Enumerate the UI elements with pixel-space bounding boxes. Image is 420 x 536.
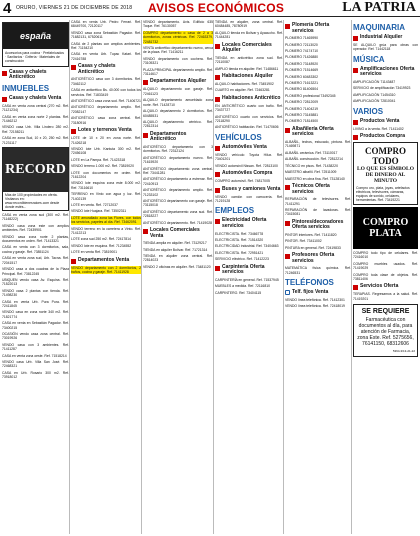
anticretico-heading: Casas y chalets Anticrético [2,70,69,81]
column-divider [69,20,70,534]
automoviles-venta-heading: Automóviles Venta [215,145,283,151]
classified-ad: VENDO casa 2 plantas con tienda. Ref. 71498230 [2,288,69,298]
classified-ad: TERAPIAS. Regresamos a la salud. Ref. 71419201 [353,292,418,301]
classified-ad: ALBAÑIL construcción. Ref. 72812214 [285,157,343,162]
masthead: LA PATRIA [342,0,416,15]
casas-venta-heading: Casas y chalets Venta [2,96,69,102]
classified-ad: ALQUILO habitaciones. Ref. 73451902 [215,82,274,87]
espana-ad [2,22,69,67]
column-1 [2,20,69,534]
page-number: 4 [3,0,12,17]
departamentos-venta-heading: Departamentos Venta [71,258,141,264]
classified-ad: PLOMERO 71514669 [285,68,318,73]
dateline: ORURO, VIERNES 21 DE DICIEMBRE DE 2018 [16,5,133,11]
telf-fijos-heading: Telf. fijos Venta [285,290,351,296]
classified-ad: UBIQUEN vendo casa Av. Esquina. Ref. 71522013 [2,277,69,287]
column-divider [283,20,284,534]
se-requiere-heading: SE REQUIERE [361,308,410,316]
classified-ad: VENDO lote Urb. Kantuta 300 m2. Ref. 72456108 [71,146,141,156]
classified-ad: CASA en venta Urb. Pedro Ferrari. Ref. 68449700, 72120117 [71,20,141,29]
classified-ad: COMPRO automóvil. Ref. 74817005 [215,179,270,184]
compro-subheadline: LO QUE ES SÍMBOLO DE DINERO AL MINUTO [356,166,414,185]
departamentos-alquiler-heading: Departamentos Alquiler [143,79,213,85]
classified-ad: ELECTRICIDAD industrial. Ref. 73404663 [215,244,279,249]
classified-ad: ANTICRÉTICO casa con 3 dormitorios. Ref. 73462112 [71,77,141,86]
classified-ad: ANTICRÉTICO habitación. Ref. 71470606 [215,125,279,130]
classified-ad: CASA en zona Sud, 10 x 20, 250 m2. Ref. 71231117 [2,136,69,145]
classified-ad: VENDO casa Urb. Villa Lindero 280 m2. Ref. 72158211 [2,125,69,134]
classified-ad: ANTICRÉTICO departamento zona central. Ref. 73441281 [143,166,213,175]
classified-ad: ANTICRÉTICO departamento con garaje. Ref. 73115018 [143,198,213,208]
classified-ad: ALBAÑIL, techos, estucado, pintura. Ref. 71469871 [285,140,351,149]
compro-headline: COMPRO TODO [365,146,406,167]
telefonos-category: TELÉFONOS [285,278,334,288]
classified-ad: SE ALQUILO grúa para obras con operador. Ref. 71442118 [353,43,418,52]
classified-ad: PLOMERO 74174710 [285,49,318,53]
classified-ad: LIVING a la venta. Ref. 71411402 [353,126,404,131]
highlighted-ad: LOTE amurallado zona las Flores, con todos los servicios, papeles al día. Ref. 73462091 [71,215,141,225]
electricidad-heading: Electricidad Oferta servicios [215,218,283,229]
column-4 [215,20,283,534]
classified-ad: PLOMERO 81406504 [285,87,318,92]
espana-blurb: Accesorios para cocina · Prefabricados · Sanitarios · Grifería · Materiales de construcción [5,51,64,64]
classified-ad: PLOMERO profesional 73492345 [285,93,336,98]
buses-camiones-heading: Buses y camiones Venta [215,187,283,193]
classified-ad: VENDO departamento. Avis. Edificio 635 Toque. Ref. 76130057 [143,20,213,29]
classified-ad: CARPINTERO. Ref. 73404115 [215,290,262,295]
classified-ad: AMPLIFICACIÓN 71454310 [353,92,396,97]
maquinaria-category: MAQUINARIA [353,23,405,32]
compro-plata-ad: COMPRO PLATA [353,207,418,249]
classified-ad: VENDO departamento con cochera. Ref. 73105321 [143,56,213,66]
classified-ad: ANTICRÉTICO departamento con 3 dormitorios. Ref. 72312124 [143,144,213,154]
classified-ad: CASA en venta zona sud, Urb. Tacna. Ref. 72041517 [2,256,69,265]
classified-ad: ANTICRÉTICO departamento zona sud. Ref. 72818227 [143,209,213,219]
classified-ad: MAESTRO albañil. Ref. 72511009 [285,170,337,175]
classified-ad: VENDO casa a dos cuadras de la Plaza Principal. Ref. 73812245 [2,267,69,276]
column-5 [285,20,351,534]
classified-ad: AMPLIFICACIÓN 71143487 [353,80,396,84]
automoviles-compra-heading: Automóviles Compra [215,171,283,177]
classified-ad: TIENDA amplia en alquiler. Ref. 73129217 [143,241,207,246]
highlighted-ad: COMPRO departamento o casa de 2 a 3 dormitorios, zonas céntricas. Ref. 72463379, 72481732 [143,30,213,44]
classified-ad: LOTE en venta Ref. 73819001 [71,250,117,255]
record-blurb: Más de 100 propiedades en oferta. Visítanos en: www.recordbienesraices.com desde donde estés... [5,193,60,210]
classified-ad: PLOMERO 72113020 [285,42,318,47]
classified-ad: PINTOR interiores. Ref. 71411820 [285,232,337,237]
column-divider [213,20,214,534]
page-header [0,0,420,17]
classified-ad: PLOMERO 73145881 [285,113,318,118]
classified-ad: ANTICRÉTICO departamento. Ref. 71419028 [143,220,212,225]
servicios-heading: Servicios Oferta [353,284,418,290]
classified-ad: VENDO línea telefónica. Ref. 72418019 [285,304,345,309]
classified-ad: ELECTRICISTA. Ref. 72951421 [215,250,264,255]
classified-ad: TIENDA en alquiler, zona central. Ref. 60484485, 78780919 [215,20,283,29]
classified-ad: MATEMÁTICA física química. Ref. 71246531 [285,266,351,275]
classified-ad: EN ANTICRÉTICO cuarto con baño. Ref. 73437727 [215,103,283,113]
classified-ad: LOTE zona sud 250 m2. Ref. 72417814 [71,237,131,242]
classified-ad: COMPRO muebles usados. Ref. 71419029 [353,261,418,271]
musica-category: MÚSICA [353,54,385,64]
classified-ad: PLOMERO 71613221 [285,81,318,86]
productos-compra-heading: Productos Compra [353,134,418,140]
locales-alquiler-heading: Locales Comerciales Alquiler [215,43,283,54]
classified-ad: VENDO lote esquina zona este 8.000 m2. Ref. 73116610 [71,181,141,190]
classified-ad: ANTICRÉTICO casa zona sud. Ref. 71406721 [71,99,141,104]
classified-ad: ALQUILO tienda en Bolívar y Ayacucho. Ref. 71444281 [215,30,283,40]
compro-todo-ad [353,142,418,205]
plomeria-heading: Plomería Oferta servicios [285,23,351,34]
classified-ad: PLOMERO 71465990 [285,36,318,41]
classified-ad: CASA en Urb. Rosario 300 m2. Ref. 73918012 [2,370,69,380]
classified-ad: VENDO casa con 3 ambientes. Ref. 71411287 [2,342,69,352]
column-divider [141,20,142,534]
habitaciones-alquiler-heading: Habitaciones Alquiler [215,74,283,80]
inmuebles-category: INMUEBLES [2,83,50,93]
section-title: AVISOS ECONÓMICOS [148,1,285,15]
amplificaciones-heading: Amplificaciones Oferta servicios [353,67,418,78]
classified-ad: VENDO terreno en la carretera a Vinto. Ref. 71412213 [71,226,141,235]
column-divider [351,20,352,534]
classified-ad: VENDO 2 oficinas en alquiler. Ref. 73481120 [143,264,211,269]
classified-ad: ELECTRICISTA. Ref. 73466778 [215,231,264,236]
classified-ad: CASA en venta zona sud (300 m2. Ref. 71148222) [2,213,69,222]
classified-ad: TIENDA en alquiler Bolívar. Ref. 71721314 [143,247,208,252]
classified-ad: PLOMERO 73148920 [285,61,318,66]
anticretico-heading: Casas y chalets Anticrético [71,64,141,75]
empleos-category: EMPLEOS [215,206,255,216]
classified-ad: LOTE con documentos en orden. Ref. 71612204 [71,170,141,179]
classified-ad: PLAZA PRINCIPAL departamento amplio. Ref. 73114617 [143,67,213,77]
classified-ad: ANTICRÉTICO departamento nuevo. Ref. 71615920 [143,155,213,165]
classified-ad: PLOMERO 71426880 [285,55,318,60]
telephone-icon [285,290,290,295]
classified-ad: CASA en venta Urb. Tupac Katari. Ref. 72416788 [71,52,141,61]
classified-ad: LOTE en venta. Ref. 72712037 [71,202,118,207]
classified-ad: VENDO casa zona este con amplios ambientes. Ref. 72439901 [2,223,69,233]
classified-ad: CUARTO en alquiler. Ref. 72463281 [215,88,270,93]
classified-ad: PINTURA en general. Ref. 72419833 [285,245,341,250]
classified-ad: ALQUILO departamento amueblado zona norte. Ref. 71428710 [143,98,213,107]
classified-ad: CARPINTERÍA en general. Ref. 71537945 [215,277,279,282]
classified-ad: MAESTRO en obra fina. Ref. 73128140 [285,176,345,181]
classified-ad: PLOMERO 60483302 [285,74,318,79]
classified-ad: ALQUILO departamento con garaje. Ref. 72461123 [143,87,213,96]
vehiculos-category: VEHÍCULOS [215,132,262,142]
classified-ad: OCASIÓN vendo casa zona central. Ref. 73019926 [2,331,69,341]
classified-ad: CASA en venta Urb. Pura Pura. Ref. 72411845 [2,299,69,308]
classified-ad: PINTOR. Ref. 73411002 [285,239,322,244]
classified-ad: ALQUILO departamento céntrico. Ref. 72812314 [143,119,213,129]
record-ad [2,147,69,211]
classified-ad: VENDO terreno 1.000 m2. Ref. 73819020 [71,164,134,169]
classified-ad: ALBAÑIL cerámica. Ref. 73110017 [285,150,338,155]
classified-ad: AMPLIO tienda en alquiler. Ref. 71486611 [215,66,279,71]
classified-ad: VENDO línea telefónica. Ref. 71412301 [285,297,345,302]
se-requiere-body: Farmacéutica con documentos al día, para atención de Farmacia, zona Este. Ref. 5275656, 76141150, 68312606 [357,317,414,348]
compro-body: Compro oro, plata, joyas, artefactos eléctricos, televisores, cámaras, equipos de sonido, celulares, herramientas. Ref. 73419221 [356,186,410,203]
classified-ad: SERVICIO eléctrico. Ref. 71412223 [215,257,269,262]
classified-ad: TERRENO en Vinto con agua y luz. Ref. 71402139 [71,192,141,201]
classified-ad: VENDO casa zona norte 2 plantas, documentos en orden. Ref. 71413321 [2,234,69,244]
classified-ad: REPARACIÓN de lavadoras. Ref. 73415081 [285,207,351,217]
classified-ad: CASA en venta zona oeste. Ref. 71518214 [2,353,67,358]
classified-ad: VENDO camión con carrocería. Ref. 71219128 [215,194,283,203]
classified-ad: LOTE en La Pampa. Ref. 71423318 [71,157,126,162]
pintores-heading: Pintores/decoradores Oferta servicios [285,220,351,231]
highlighted-ad: VENDO departamento con 2 dormitorios, 2 baños, cocina y garaje. Ref. 71411928 [71,265,141,275]
tecnicos-heading: Técnicos Oferta servicios [285,184,351,195]
record-logo: RECORD [3,148,68,192]
classified-ad: VENDO casa Urb. Villa San José. Ref. 72468321 [2,360,69,369]
se-requiere-ad [353,304,418,357]
column-2 [71,20,141,534]
espana-logo: españa [3,23,68,49]
varios-category: VARIOS [353,106,384,116]
classified-ad: VENDO lote Huajara. Ref. 73502311 [71,209,127,214]
classified-ad: PLOMERO 72812009 [285,100,318,105]
departamentos-anticretico-heading: Departamentos Anticrético [143,132,213,143]
classified-ad: AMPLIFICACIÓN 72810041 [353,99,396,104]
classified-ad: CASA en venta con 3 dormitorios, sala, cocina y garaje. Ref. 73851124 [2,245,69,254]
se-requiere-code: 5394-3/13-21-22 [392,349,415,354]
classified-ad: CASA en anticrético Bs. 40.000 con todos los servicios. Ref. 71833419 [71,88,141,97]
profesores-heading: Profesores Oferta servicios [285,253,351,264]
classified-ad: SERVICIO de amplificación 73419923 [353,86,411,91]
classified-ad: VENDO automóvil Nissan. Ref. 72813100 [215,163,278,168]
industrial-heading: Industrial Alquiler [353,35,418,41]
classified-ad: ELECTRICISTA. Ref. 71514320 [215,237,264,242]
classified-ad: PLOMERO 71404219 [285,106,318,111]
classified-ad: ALQUILO departamento 2 dormitorios. Ref. 60485531 [143,109,213,118]
classified-ad: ANTICRÉTICO casa zona central. Ref. 73180916 [71,116,141,125]
classified-ad: PLOMERO 71814500 [285,119,318,124]
classified-ad: CASA de 2 plantas con amplios ambientes. Ref. 71154210 [71,41,141,51]
classified-ad: MUEBLES a medida. Ref. 72116810 [215,284,270,289]
classified-ad: ANTICRÉTICO departamento amplio. Ref. 72082147 [71,105,141,114]
classified-ad: VENDO casa en zona norte 340 m2. Ref. 71821774 [2,310,69,319]
classified-ad: ANTICRÉTICO departamento amplio. Ref. 71233102 [143,188,213,197]
albanileria-heading: Albañilería Oferta servicios [285,127,351,138]
productos-venta-heading: Productos Venta [353,119,418,125]
classified-ad: REPARACIÓN de televisores. Ref. 71411291 [285,197,351,206]
classified-ad: CASA en venta zona norte 2 plantas. Ref. 71446212 [2,114,69,124]
habitaciones-anticretico-heading: Habitaciones Anticrético [215,96,283,102]
classified-ad: CASA en venta zona central (270 m2. Ref. 71121234) [2,103,69,113]
column-6 [353,20,418,534]
classified-ad: VENDO lote en esquina. Ref. 71234552 [71,243,132,248]
classified-ad: ANTICRÉTICO departamento a estrenar. Ref. 72410913 [143,177,213,186]
classified-ad: ANTICRÉTICO cuarto con servicios. Ref. 72118290 [215,114,283,124]
classified-ad: LOTE de 10 x 20 en zona norte. Ref. 71426218 [71,136,141,145]
classified-ad: COMPRO toda clase de objetos. Ref. 73811406 [353,272,418,282]
classified-ad: VENTA anticrético departamento nuevo, cerca de la plaza. Ref. 71416211 [143,46,213,55]
carpinteria-heading: Carpintería Oferta servicios [215,265,283,276]
classified-ad: VENDO vehículo Toyota Hilux. Ref. 73401201 [215,152,283,162]
column-3 [143,20,213,534]
locales-venta-heading: Locales Comerciales Venta [143,228,213,239]
classified-ad: COMPRO todo tipo de celulares. Ref. 72416010 [353,251,418,260]
classified-ad: TIENDA en alquiler zona central. Ref. 72814023 [143,254,213,263]
classified-ad: VENDO casa zona Sebastián Pagador. Ref. 71682131, 67520611 [71,30,141,40]
classified-ad: TÉCNICO en pisos. Ref. 71438220 [285,163,338,168]
classified-ad: CASA en venta en Sebastián Pagador. Ref. 73400215 [2,321,69,330]
lotes-heading: Lotes y terrenos Venta [71,128,141,134]
classified-ad: TIENDA en anticrético zona sud. Ref. 72110087 [215,55,283,65]
